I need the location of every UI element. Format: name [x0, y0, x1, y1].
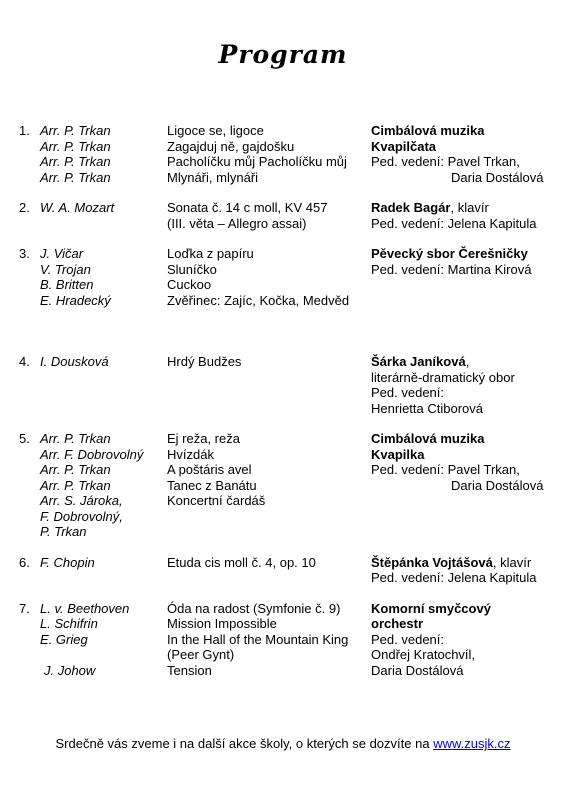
program-title: Program [218, 40, 348, 69]
work-title: A poštáris avel [167, 462, 252, 477]
work-title: Tension [167, 663, 212, 678]
work-title: Sluníčko [167, 262, 217, 277]
composer: F. Dobrovolný, [40, 509, 123, 524]
composer: E. Grieg [40, 632, 88, 647]
composer: F. Chopin [40, 555, 95, 570]
teacher-note: Ped. vedení: Pavel Trkan, [371, 154, 520, 169]
teacher-note: Daria Dostálová [371, 663, 464, 678]
composer: Arr. P. Trkan [40, 462, 111, 477]
composer: Arr. P. Trkan [40, 139, 111, 154]
work-title: Ligoce se, ligoce [167, 123, 264, 138]
work-title: (III. věta – Allegro assai) [167, 216, 307, 231]
work-title: Mission Impossible [167, 616, 277, 631]
work-title: Etuda cis moll č. 4, op. 10 [167, 555, 316, 570]
composer: B. Britten [40, 277, 94, 292]
composer: E. Hradecký [40, 293, 111, 308]
performer: Pěvecký sbor Čerešničky [371, 246, 528, 261]
work-title: In the Hall of the Mountain King [167, 632, 349, 647]
performer [371, 555, 531, 571]
composer: J. Vičar [40, 246, 84, 261]
work-title: Hrdý Budžes [167, 354, 242, 369]
composer: Arr. P. Trkan [40, 123, 111, 138]
work-title: Tanec z Banátu [167, 478, 257, 493]
work-title: Zvěřinec: Zajíc, Kočka, Medvěd [167, 293, 350, 308]
teacher-note: Ped. vedení: Jelena Kapitula [371, 216, 537, 231]
footer [0, 736, 566, 752]
work-title: (Peer Gynt) [167, 647, 235, 662]
teacher-note: Daria Dostálová [451, 170, 544, 185]
work-title: Sonata č. 14 c moll, KV 457 [167, 200, 328, 215]
performer-name: Štěpánka Vojtášová [371, 555, 493, 570]
work-title: Óda na radost (Symfonie č. 9) [167, 601, 341, 616]
performer-instrument: , klavír [492, 555, 532, 570]
composer: Arr. P. Trkan [40, 170, 111, 185]
composer: V. Trojan [40, 262, 91, 277]
composer: Arr. P. Trkan [40, 154, 111, 169]
teacher-note: Ped. vedení: Pavel Trkan, [371, 462, 520, 477]
work-title: Hvízdák [167, 447, 214, 462]
teacher-note: Ped. vedení: [371, 632, 444, 647]
work-title: Loďka z papíru [167, 246, 254, 261]
performer: Cimbálová muzika [371, 431, 485, 446]
item-number: 6. [19, 555, 30, 570]
item-number: 4. [19, 354, 30, 369]
teacher-note: Ondřej Kratochvíl, [371, 647, 476, 662]
work-title: Pacholíčku můj Pacholíčku můj [167, 154, 347, 169]
performer [371, 200, 489, 216]
composer: L. Schifrin [40, 616, 98, 631]
item-number: 3. [19, 246, 30, 261]
performer: orchestr [371, 616, 424, 631]
work-title: Zagajduj ně, gajdošku [167, 139, 295, 154]
performer-suffix: , [465, 354, 470, 369]
composer: Arr. F. Dobrovolný [40, 447, 144, 462]
footer-link[interactable]: www.zusjk.cz [433, 736, 511, 751]
performer-name: Radek Bagár [371, 200, 451, 215]
teacher-note: Ped. vedení: Martina Kirová [371, 262, 532, 277]
item-number: 2. [19, 200, 30, 215]
performer: Cimbálová muzika [371, 123, 485, 138]
performer-instrument: , klavír [450, 200, 489, 215]
performer [371, 354, 469, 370]
performer: Kvapilčata [371, 139, 437, 154]
teacher-note: Ped. vedení: Jelena Kapitula [371, 570, 537, 585]
performer: Komorní smyčcový [371, 601, 491, 616]
teacher-note: literárně-dramatický obor [371, 370, 515, 385]
work-title: Ej reža, reža [167, 431, 240, 446]
composer: I. Dousková [40, 354, 109, 369]
composer: P. Trkan [40, 524, 87, 539]
composer: L. v. Beethoven [40, 601, 130, 616]
composer: J. Johow [44, 663, 96, 678]
teacher-note: Henrietta Ctiborová [371, 401, 483, 416]
composer: Arr. P. Trkan [40, 431, 111, 446]
composer: Arr. S. Jároka, [40, 493, 123, 508]
item-number: 7. [19, 601, 30, 616]
work-title: Cuckoo [167, 277, 212, 292]
teacher-note: Ped. vedení: [371, 385, 444, 400]
footer-text: Srdečně vás zveme i na další akce školy, o kterých se dozvíte na [55, 736, 434, 751]
teacher-note: Daria Dostálová [451, 478, 544, 493]
item-number: 5. [19, 431, 30, 446]
performer-name: Šárka Janíková [371, 354, 466, 369]
performer: Kvapilka [371, 447, 425, 462]
work-title: Mlynáři, mlynáři [167, 170, 259, 185]
work-title: Koncertní čardáš [167, 493, 266, 508]
composer: Arr. P. Trkan [40, 478, 111, 493]
item-number: 1. [19, 123, 30, 138]
composer: W. A. Mozart [40, 200, 115, 215]
